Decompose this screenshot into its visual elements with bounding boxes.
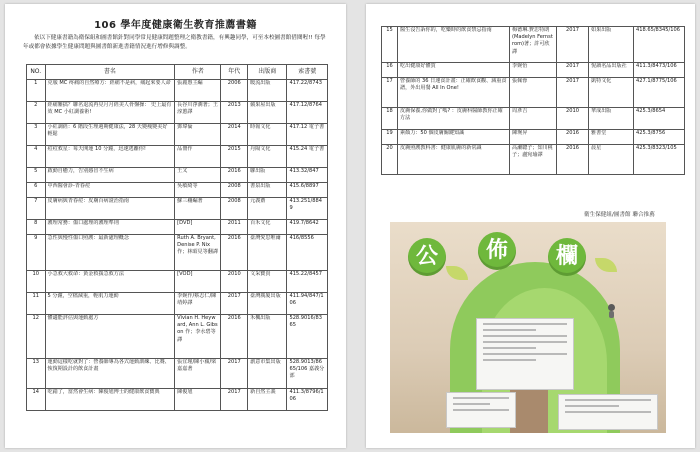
cell-year: 2016 (221, 235, 248, 271)
cell-call-number: 425.3/8756 (634, 130, 685, 145)
person-figure-icon (607, 304, 616, 318)
cell-year: 2016 (221, 315, 248, 359)
cell-publisher: 禾楓出版 (248, 315, 287, 359)
cell-publisher: 華成出版 (589, 108, 634, 130)
cell-call-number: 416/8556 (287, 235, 328, 271)
cell-year: 2011 (221, 220, 248, 235)
header-no: NO. (27, 65, 46, 80)
cell-year: 2017 (221, 389, 248, 411)
cell-title: 皮膚病與青春痘：皮膚百病證治指南 (45, 198, 175, 220)
cell-no: 2 (27, 102, 46, 124)
cell-publisher: 時報文化 (248, 124, 287, 146)
cell-title: 吃錯了，當然會生病：陳俊旭博士的健康飲食寶典 (45, 389, 175, 411)
cell-author: 梅德琳.費思特朗(Madelyn Fernstrom)著；許可欣譯 (510, 27, 557, 63)
cell-no: 6 (27, 183, 46, 198)
document-title: 106 學年度健康衛生教育推薦書籍 (94, 20, 257, 31)
poster-right-bottom (558, 394, 658, 430)
cell-call-number: 528.9016/8365 (287, 315, 328, 359)
cell-year: 2016 (557, 130, 589, 145)
cell-no: 20 (382, 145, 398, 175)
cell-publisher: 創意市集出版 (248, 359, 287, 389)
cell-year: 2016 (221, 168, 248, 183)
cell-publisher: 百禾文化 (248, 220, 287, 235)
cell-call-number: 425.3/8654 (634, 108, 685, 130)
poster-main (476, 318, 574, 390)
cell-publisher: 凱特文化 (589, 78, 634, 108)
cell-call-number: 417.12 電子書 (287, 124, 328, 146)
table-row (382, 78, 685, 108)
cell-title: 啟動自癒力，告別感冒不生病 (45, 168, 175, 183)
cell-publisher: 新自然主義 (248, 389, 287, 411)
cell-year: 2017 (221, 359, 248, 389)
cell-publisher: 蘋果屋出版 (248, 102, 287, 124)
cell-no: 11 (27, 293, 46, 315)
cell-publisher: 聯出版 (248, 168, 287, 183)
cell-year: 2006 (221, 80, 248, 102)
sign-char-1: 公 (408, 238, 446, 276)
cell-year: 2015 (221, 146, 248, 168)
cell-author: 張宜瑾/陳小蘋/梁嘉嘉著 (175, 359, 221, 389)
cell-year: 2016 (557, 145, 589, 175)
cell-call-number: 413.251/8849 (287, 198, 328, 220)
cell-title: 小急救大救命：黃金救援急救方法 (45, 271, 175, 293)
cell-call-number: 415.22/8457 (287, 271, 328, 293)
table-row (27, 183, 328, 198)
cell-year: 2017 (557, 78, 589, 108)
cell-publisher: 元義齋 (248, 198, 287, 220)
sign-char-3: 欄 (548, 238, 586, 276)
cell-no: 7 (27, 198, 46, 220)
cell-author: 吳敏綺等 (175, 183, 221, 198)
header-title: 書名 (45, 65, 175, 80)
header-author: 作者 (175, 65, 221, 80)
cell-year: 2010 (221, 271, 248, 293)
cell-author: 王又 (175, 168, 221, 183)
book-table-left (26, 64, 328, 411)
table-row (382, 27, 685, 63)
table-row (27, 235, 328, 271)
table-row (27, 271, 328, 293)
table-row (27, 146, 328, 168)
cell-title: 經痛難搞？聯名退流再見月月經美人骨盤操： 史上最有效 MC 小紅調養術! (45, 102, 175, 124)
cell-publisher: 如果出版 (589, 27, 634, 63)
cell-no: 5 (27, 168, 46, 183)
cell-author: 高瀨聰子；知川桃子；盧宛瑜譯 (510, 145, 557, 175)
cell-year: 2013 (221, 102, 248, 124)
cell-call-number: 411.3/8473/106 (634, 63, 685, 78)
cell-author: Ruth A. Bryant, Denise P. Nix 作；林昭見等翻譯 (175, 235, 221, 271)
left-document-page (5, 4, 346, 448)
cell-call-number: 411.3/8796/106 (287, 389, 328, 411)
table-row (382, 108, 685, 130)
cell-title: 皮膚照護教科書：健康肌膚的新常識 (398, 145, 510, 175)
credit-line: 衛生保健組/圖書館 聯合推薦 (584, 212, 655, 218)
cell-author: 長谷川淨潤著；王淳蕙譯 (175, 102, 221, 124)
cell-author: 周彥吉 (510, 108, 557, 130)
cell-call-number: 417.22/8743 (287, 80, 328, 102)
cell-title: 5 分鐘，空檔減重，輕肌力運動 (45, 293, 175, 315)
table-row (382, 63, 685, 78)
cell-publisher: 晨星 (589, 145, 634, 175)
cell-author: 陳琬昇 (510, 130, 557, 145)
table-row (27, 293, 328, 315)
table-row (27, 198, 328, 220)
header-call-number: 索書號 (287, 65, 328, 80)
table-row (27, 168, 328, 183)
sign-char-2: 佈 (478, 232, 516, 270)
cell-author: [DVD] (175, 220, 221, 235)
cell-title: 營養師的 36 日速食計畫：正確飲食觀、減重食譜，外出用餐 All In One! (398, 78, 510, 108)
cell-no: 14 (27, 389, 46, 411)
cell-publisher: 書泉出版 (248, 183, 287, 198)
cell-call-number: 413.32/847 (287, 168, 328, 183)
cell-title: 素顏力：50 個皮膚關鍵知識 (398, 130, 510, 145)
cell-no: 1 (27, 80, 46, 102)
cell-year: 2017 (557, 27, 589, 63)
poster-left-bottom (446, 392, 516, 428)
table-row (27, 124, 328, 146)
cell-year: 2017 (557, 63, 589, 78)
cell-author: 李婉怡 (510, 63, 557, 78)
cell-title: 吃出健康好體質 (398, 63, 510, 78)
cell-call-number: 415.24 電子書 (287, 146, 328, 168)
cell-publisher: 臺灣愛思唯爾 (248, 235, 287, 271)
cell-call-number: 528.9013/8665/106 嘉義分部 (287, 359, 328, 389)
cell-title: 護理常務：傷口處理的護理準則 (45, 220, 175, 235)
right-document-page (366, 4, 695, 448)
leaf-icon (595, 258, 617, 272)
cell-author: 陳俊旭 (175, 389, 221, 411)
cell-author: 李婉作/蔡志仁/陳靖婷譯 (175, 293, 221, 315)
cell-call-number: 411.94/847/106 (287, 293, 328, 315)
cell-call-number: 419.7/8642 (287, 220, 328, 235)
cell-call-number: 417.12/8764 (287, 102, 328, 124)
cell-call-number: 418.65/8345/106 (634, 27, 685, 63)
cell-year: 2008 (221, 183, 248, 198)
cell-no: 17 (382, 78, 398, 108)
cell-no: 19 (382, 130, 398, 145)
cell-year: 2010 (557, 108, 589, 130)
cell-call-number: 427.1/8775/106 (634, 78, 685, 108)
cell-title: 痘痘救星：每天開運 10 分鐘，迅速逃離你! (45, 146, 175, 168)
cell-title: 運動這樣吃就對了：營養師專為各式運動訓練、比賽、恢復期設計的飲食計畫 (45, 359, 175, 389)
header-publisher: 出版商 (248, 65, 287, 80)
cell-author: 鄧瑋倫 (175, 124, 221, 146)
cell-no: 18 (382, 108, 398, 130)
table-row (27, 102, 328, 124)
table-row (27, 389, 328, 411)
cell-author: 蘇三穰編著 (175, 198, 221, 220)
table-row (27, 220, 328, 235)
cell-no: 9 (27, 235, 46, 271)
intro-paragraph: 依以下健康書籍為衛保組和圖書館針對同學常見健康問題整理之衛教書籍，有興趣同學，可至本校圖書館借閱喔!! 每學年或都會依據學生健康問題與圖書館新進書籍情況進行增修與調整。 (23, 35, 326, 50)
cell-title: 急性與慢性傷口照護：最新處理概念 (45, 235, 175, 271)
cell-no: 4 (27, 146, 46, 168)
table-row (382, 145, 685, 175)
cell-title: 克服 MC 疼痛的自然療方：經痛不是病，痛起來要人命 (45, 80, 175, 102)
cell-author: 品冊作 (175, 146, 221, 168)
cell-no: 12 (27, 315, 46, 359)
cell-author: 張麗惠主編 (175, 80, 221, 102)
cell-title: 體適能評估與運動處方 (45, 315, 175, 359)
bulletin-board-photo (390, 222, 666, 433)
cell-year: 2017 (221, 293, 248, 315)
cell-year: 2008 (221, 198, 248, 220)
header-year: 年代 (221, 65, 248, 80)
cell-publisher: 丹陽文化 (248, 146, 287, 168)
cell-title: 中西醫會診-青春痘 (45, 183, 175, 198)
cell-author: 張佩蓉 (510, 78, 557, 108)
cell-no: 8 (27, 220, 46, 235)
cell-author: [VOD] (175, 271, 221, 293)
cell-publisher: 悅讀名品出版社 (589, 63, 634, 78)
cell-publisher: 臺灣廣廈出版 (248, 293, 287, 315)
cell-call-number: 425.3/8323/105 (634, 145, 685, 175)
cell-publisher: 文采寶貴 (248, 271, 287, 293)
cell-publisher: 雅書堂 (589, 130, 634, 145)
table-row (27, 80, 328, 102)
cell-title: 皮膚保養,你做對了嗎? ：皮膚科醫師教你正確方法 (398, 108, 510, 130)
cell-title: 小紅調經：6 階段生理週期健康法，28 天變瘦變美好輕鬆 (45, 124, 175, 146)
cell-no: 3 (27, 124, 46, 146)
cell-publisher: 暖流出版 (248, 80, 287, 102)
table-header-row (27, 65, 328, 80)
cell-year: 2014 (221, 124, 248, 146)
cell-no: 16 (382, 63, 398, 78)
table-row (382, 130, 685, 145)
cell-author: Vivian H. Heyward, Ann L. Gibson 作；李水碧等譯 (175, 315, 221, 359)
cell-title: 醫生沒告訴你的，吃藥時的飲食禁忌指南 (398, 27, 510, 63)
leaf-icon (446, 266, 468, 280)
cell-no: 10 (27, 271, 46, 293)
cell-call-number: 415.6/8897 (287, 183, 328, 198)
table-row (27, 359, 328, 389)
table-row (27, 315, 328, 359)
book-table-right (381, 26, 685, 175)
cell-no: 13 (27, 359, 46, 389)
cell-no: 15 (382, 27, 398, 63)
